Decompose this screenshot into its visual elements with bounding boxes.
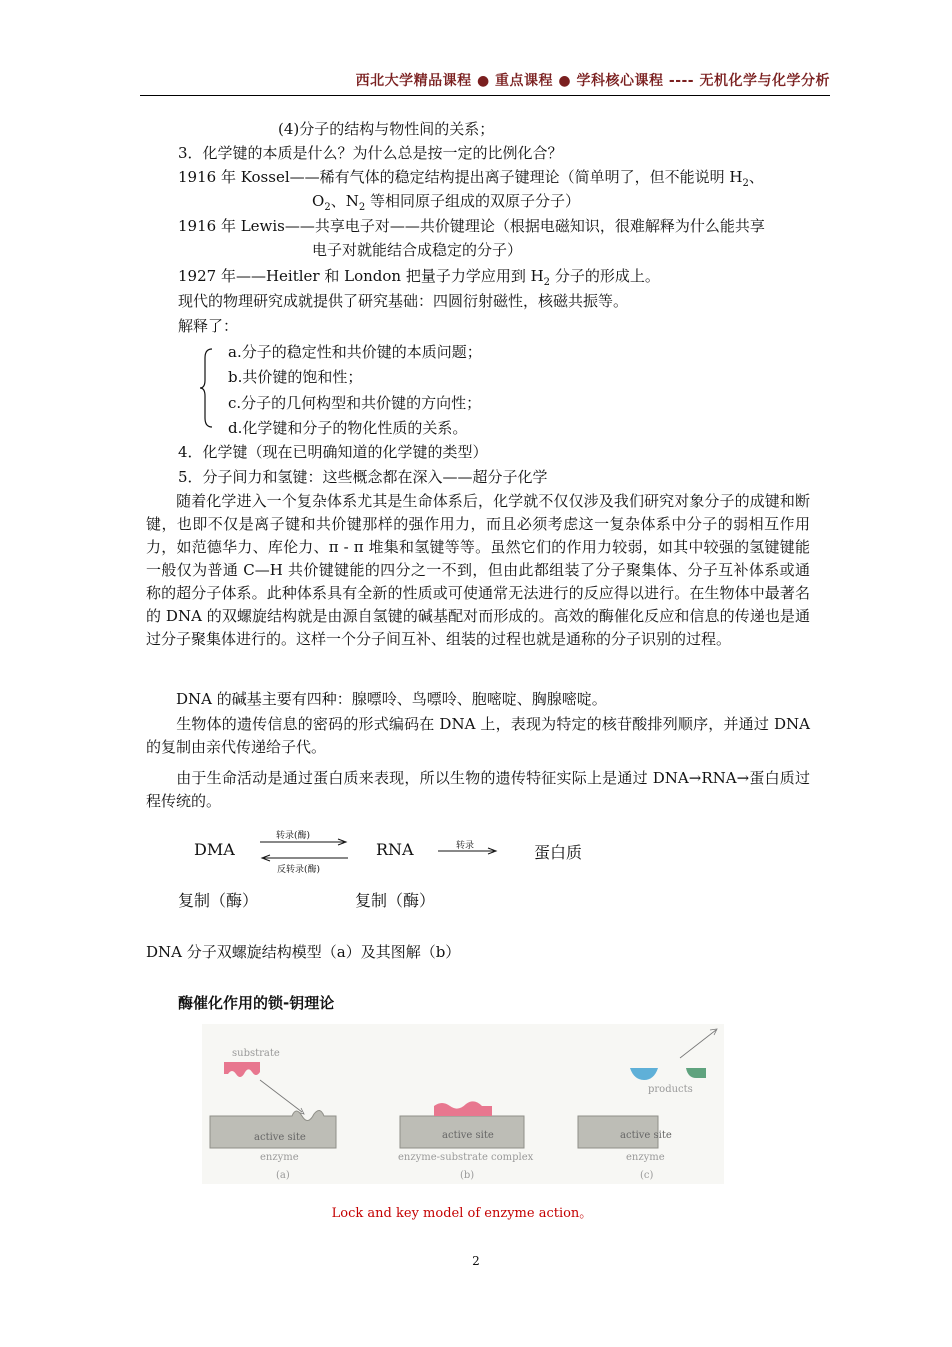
running-header: 西北大学精品课程 ● 重点课程 ● 学科核心课程 ---- 无机化学与化学分析 [355, 73, 830, 89]
question-5: 5．分子间力和氢键：这些概念都在深入——超分子化学 [178, 468, 548, 486]
flow-rna: RNA [376, 840, 414, 859]
curly-brace [200, 348, 214, 428]
label-panel-b: (b) [460, 1170, 475, 1181]
bound-substrate-shape [434, 1101, 492, 1116]
figure-caption: Lock and key model of enzyme action。 [331, 1206, 593, 1221]
label-active-site-b: active site [442, 1130, 494, 1141]
page-number: 2 [472, 1254, 480, 1268]
line-explained: 解释了： [178, 317, 239, 335]
explain-b: b.共价键的饱和性； [228, 368, 363, 386]
label-products: products [648, 1084, 693, 1095]
question-3: 3．化学键的本质是什么？为什么总是按一定的比例化合？ [178, 144, 563, 162]
substrate-arrow [260, 1080, 302, 1112]
label-substrate: substrate [232, 1048, 280, 1059]
line-structure-property: (4)分子的结构与物性间的关系； [278, 120, 495, 138]
flow-dma: DMA [194, 840, 235, 859]
label-complex-b: enzyme-substrate complex [398, 1152, 534, 1163]
dna-model-caption: DNA 分子双螺旋结构模型（a）及其图解（b） [146, 943, 461, 961]
paragraph-text: 生物体的遗传信息的密码的形式编码在 DNA 上，表现为特定的核苷酸排列顺序，并通过 DNA 的复制由亲代传递给子代。 [146, 715, 810, 756]
label-panel-a: (a) [276, 1170, 290, 1181]
replication-label-1: 复制（酶） [178, 891, 259, 910]
flow-rna-transcription-label: 转录 [456, 841, 475, 851]
line-lewis-2: 电子对就能结合成稳定的分子） [312, 241, 523, 259]
paragraph-text: DNA 的碱基主要有四种：腺嘌呤、鸟嘌呤、胞嘧啶、胸腺嘧啶。 [176, 690, 607, 708]
line-lewis-1: 1916 年 Lewis——共享电子对——共价键理论（根据电磁知识，很难解释为什么能共享 [178, 217, 765, 235]
flow-protein: 蛋白质 [534, 843, 583, 862]
paragraph-text: 由于生命活动是通过蛋白质来表现，所以生物的遗传特征实际上是通过 DNA→RNA→蛋白质过程传统的。 [146, 769, 810, 810]
section-title: 酶催化作用的锁-钥理论 [178, 994, 335, 1012]
heitler-text: 1927 年——Heitler 和 London 把量子力学应用到 H [178, 267, 544, 285]
explain-d: d.化学键和分子的物化性质的关系。 [228, 419, 468, 437]
explain-a: a.分子的稳定性和共价键的本质问题； [228, 343, 482, 361]
substrate-shape [224, 1062, 260, 1077]
label-active-site-a: active site [254, 1132, 306, 1143]
kossel-tail: 等相同原子组成的双原子分子） [365, 192, 580, 210]
question-4: 4．化学键（现在已明确知道的化学键的类型） [178, 443, 488, 461]
flow-bidirectional-arrows [258, 838, 350, 862]
label-active-site-c: active site [620, 1130, 672, 1141]
label-enzyme-c: enzyme [626, 1152, 665, 1163]
header-rule [140, 95, 830, 96]
paragraph-genetic-info [146, 713, 810, 759]
label-panel-c: (c) [640, 1170, 654, 1181]
paragraph-supramolecular [146, 490, 810, 651]
product-blue-shape [630, 1068, 658, 1080]
product-arrow [680, 1030, 716, 1058]
kossel-text: 1916 年 Kossel——稀有气体的稳定结构提出离子键理论（简单明了，但不能说明 H [178, 168, 743, 186]
line-modern-research: 现代的物理研究成就提供了研究基础：四圆衍射磁性，核磁共振等。 [178, 292, 629, 310]
lock-key-figure [202, 1024, 724, 1184]
flow-reverse-transcription-label: 反转录(酶) [277, 865, 321, 875]
n-text: 、N [330, 192, 359, 210]
subscript: 2 [358, 202, 366, 213]
kossel-end: 、 [748, 168, 764, 186]
o-text: O [312, 192, 325, 210]
paragraph-text: 随着化学进入一个复杂体系尤其是生命体系后，化学就不仅仅涉及我们研究对象分子的成键和断键，也即不仅是离子键和共价键那样的强作用力，而且必须考虑这一复杂体系中分子的弱相互作用力，如范德华力、库伦力、π - π 堆集和氢键等等。虽然它们的作用力较弱，如其中较强的氢键键能一般仅为普通 C—H 共价键键能的四分之一不到，但由此都组装了分子聚集体、分子互补体系或通称的超分子体系。此种体系具有全新的性质或可使通常无法进行的反应得以进行。在生物体中最著名的 DNA 的双螺旋结构就是由源自氢键的碱基配对而形成的。高效的酶催化反应和信息的传递也是通过分子聚集体进行的。这样一个分子间互补、组装的过程也就是通称的分子识别的过程。 [146, 492, 810, 648]
explain-c: c.分子的几何构型和共价键的方向性； [228, 394, 482, 412]
subscript: 2 [324, 202, 331, 213]
flow-transcription-label: 转录(酶) [276, 831, 311, 841]
label-enzyme-a: enzyme [260, 1152, 299, 1163]
paragraph-central-dogma [146, 767, 810, 813]
heitler-tail: 分子的形成上。 [550, 267, 660, 285]
flow-arrow-right [438, 846, 498, 856]
paragraph-dna-bases [146, 688, 810, 711]
subscript: 2 [543, 277, 551, 288]
subscript: 2 [742, 178, 749, 189]
replication-label-2: 复制（酶） [355, 891, 436, 910]
product-green-shape [686, 1068, 706, 1078]
